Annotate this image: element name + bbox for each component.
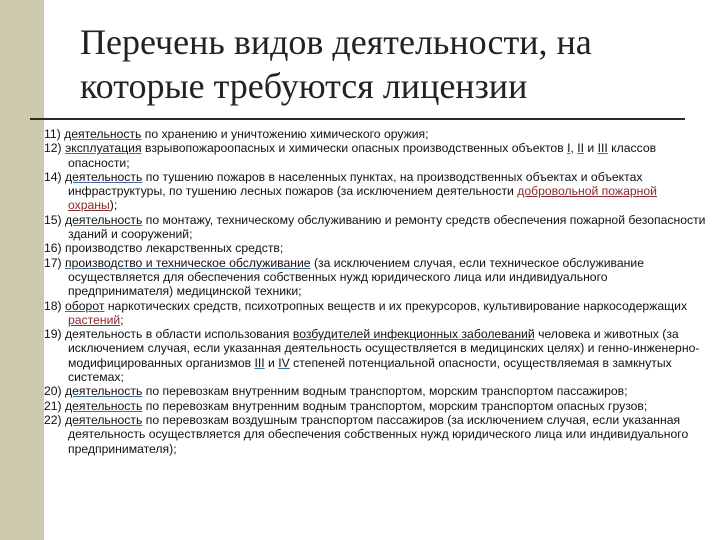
item-number: 20) (44, 384, 66, 399)
activity-link[interactable]: деятельность (65, 384, 143, 399)
production-maintenance-link[interactable]: производство и техническое обслуживание (65, 255, 311, 270)
item-number: 18) (44, 298, 66, 313)
activity-link[interactable]: деятельность (64, 127, 142, 141)
item-text: взрывопожароопасных и химически опасных производственных объектов (141, 141, 568, 156)
item-text: по монтажу, техническому обслуживанию и ремонту средств обеспечения пожарной безопасности зданий и сооружений; (68, 212, 706, 242)
activity-link[interactable]: деятельность (65, 169, 143, 184)
list-item-16: 16) производство лекарственных средств; (44, 241, 284, 256)
license-list (44, 127, 709, 456)
pathogens-link[interactable]: возбудителей инфекционных заболеваний (292, 327, 535, 342)
item-number: 22) (44, 412, 66, 427)
slide-title: Перечень видов деятельности, на которые требуются лицензии (80, 22, 592, 106)
list-item-15 (44, 213, 709, 242)
title-divider (30, 118, 685, 120)
item-text: степеней потенциальной опасности, осуществляемая в замкнутых системах; (68, 355, 672, 385)
list-item-19 (44, 327, 709, 384)
item-number: 12) (44, 141, 66, 156)
volunteer-fire-brigade-link[interactable]: добровольной пожарной охраны (68, 184, 657, 213)
item-number: 11) (44, 127, 65, 141)
item-number: 15) (44, 212, 66, 227)
activity-link[interactable]: деятельность (65, 212, 143, 227)
class-i-link[interactable]: I (567, 141, 571, 156)
turnover-link[interactable]: оборот (65, 298, 105, 313)
class-ii-link[interactable]: II (577, 141, 585, 156)
item-text: 19) деятельность в области использования (44, 327, 293, 342)
item-number: 21) (44, 398, 66, 413)
list-item-22 (44, 413, 709, 456)
degree-iv-link[interactable]: IV (278, 355, 290, 370)
item-number: 17) (44, 255, 66, 270)
list-item-21 (44, 399, 709, 413)
item-text: и (584, 141, 598, 156)
item-text: по перевозкам внутренним водным транспортом, морским транспортом опасных грузов; (142, 398, 648, 413)
item-text: и (264, 355, 279, 370)
list-item-14 (44, 170, 709, 213)
list-item-11 (44, 127, 709, 141)
item-text: человека и животных (за исключением случая, если указанная деятельность осуществляется в медицинских целях) и генно-инженерно-модифицированных организмов (68, 327, 700, 370)
item-text: ; (120, 312, 124, 327)
activity-link[interactable]: деятельность (65, 398, 143, 413)
slide-side-band (0, 0, 44, 540)
list-item-20 (44, 384, 709, 398)
item-text: классов опасности; (68, 141, 657, 170)
item-text: по тушению пожаров в населенных пунктах, на производственных объектах и объектах инфраструктуры, по тушению лесных пожаров (за исключением деятельности (68, 169, 643, 199)
item-text: (за исключением случая, если техническое обслуживание осуществляется для обеспечения собственных нужд юридического лица или индивидуального предпринимателя) медицинской техники; (68, 255, 644, 299)
plants-link[interactable]: растений (68, 312, 121, 327)
list-item-12 (44, 141, 709, 170)
item-text: по перевозкам внутренним водным транспортом, морским транспортом пассажиров; (142, 384, 628, 399)
item-text: наркотических средств, психотропных веществ и их прекурсоров, культивирование наркосодержащих (104, 298, 688, 313)
list-item-18 (44, 299, 709, 328)
item-number: 14) (44, 169, 66, 184)
degree-iii-link[interactable]: III (254, 355, 265, 370)
item-text: ); (109, 198, 118, 213)
class-iii-link[interactable]: III (597, 141, 608, 156)
activity-link[interactable]: деятельность (65, 412, 143, 427)
item-text: по перевозкам воздушным транспортом пассажиров (за исключением случая, если указанная деятельность осуществляется для обеспечения собственных нужд юридического лица или индивидуального предпринимателя); (68, 412, 689, 456)
operation-link[interactable]: эксплуатация (65, 141, 142, 156)
list-item-17 (44, 256, 709, 299)
item-text: , (570, 141, 578, 156)
item-text: по хранению и уничтожению химического оружия; (141, 127, 429, 141)
